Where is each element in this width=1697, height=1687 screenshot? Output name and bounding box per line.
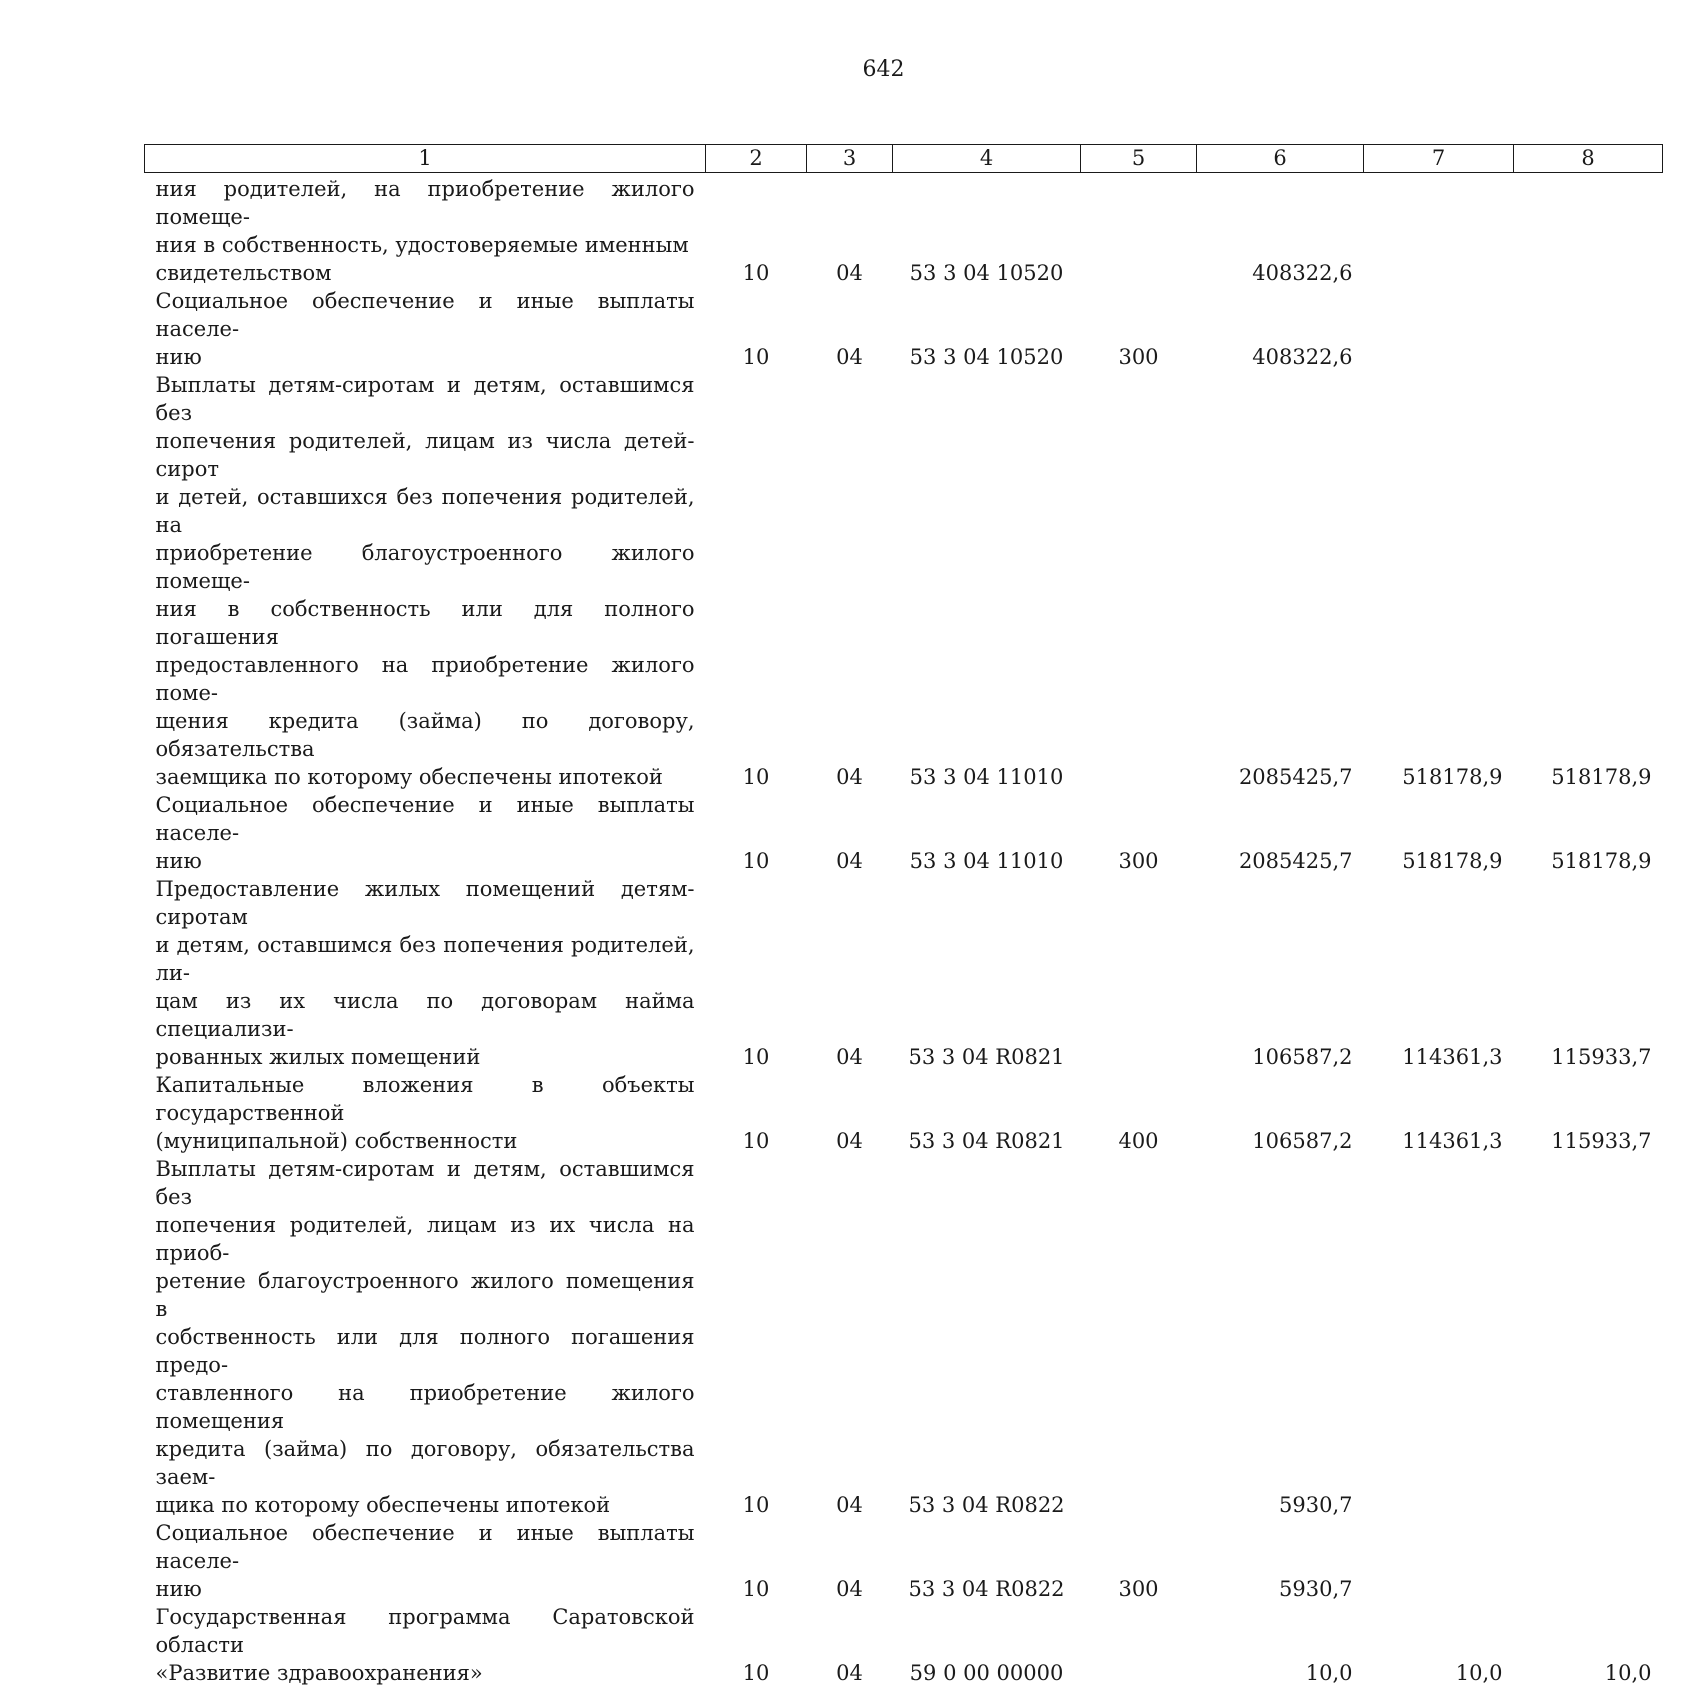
row-amount-col8: 10,0 bbox=[1514, 1603, 1663, 1687]
row-section: 10 bbox=[706, 875, 807, 1071]
row-expense-type: 400 bbox=[1081, 1071, 1197, 1155]
row-expense-type bbox=[1081, 371, 1197, 791]
row-target-article: 53 3 04 R0821 bbox=[893, 875, 1081, 1071]
table-row bbox=[145, 371, 1663, 791]
row-amount-col6: 2085425,7 bbox=[1197, 791, 1364, 875]
row-description: Социальное обеспечение и иные выплаты населе- нию bbox=[145, 791, 706, 875]
row-amount-col7: 10,0 bbox=[1364, 1603, 1514, 1687]
row-description: Выплаты детям-сиротам и детям, оставшимся без попечения родителей, лицам из числа детей-сирот и детей, оставшихся без попечения родителей, на приобретение благоустроенного жилого помеще- ния в собственность или для полного погашения предоставленного на приобретение жилого поме- щения кредита (займа) по договору, обязательства заемщика по которому обеспечены ипотекой bbox=[145, 371, 706, 791]
row-description: ния родителей, на приобретение жилого помеще- ния в собственность, удостоверяемые именным свидетельством bbox=[145, 173, 706, 288]
row-amount-col8: 115933,7 bbox=[1514, 1071, 1663, 1155]
row-expense-type bbox=[1081, 1155, 1197, 1519]
row-amount-col8 bbox=[1514, 1519, 1663, 1603]
row-subsection: 04 bbox=[807, 371, 893, 791]
row-section: 10 bbox=[706, 1155, 807, 1519]
row-expense-type bbox=[1081, 173, 1197, 288]
table-header bbox=[145, 145, 1663, 173]
row-section: 10 bbox=[706, 1071, 807, 1155]
row-target-article: 53 3 04 R0822 bbox=[893, 1519, 1081, 1603]
row-section: 10 bbox=[706, 173, 807, 288]
row-amount-col7 bbox=[1364, 287, 1514, 371]
row-amount-col8 bbox=[1514, 287, 1663, 371]
row-section: 10 bbox=[706, 1519, 807, 1603]
row-amount-col6: 408322,6 bbox=[1197, 287, 1364, 371]
row-amount-col7 bbox=[1364, 1155, 1514, 1519]
row-target-article: 53 3 04 11010 bbox=[893, 791, 1081, 875]
table-row bbox=[145, 875, 1663, 1071]
row-target-article: 59 0 00 00000 bbox=[893, 1603, 1081, 1687]
row-target-article: 53 3 04 10520 bbox=[893, 287, 1081, 371]
header-col-5: 5 bbox=[1081, 145, 1197, 173]
row-subsection: 04 bbox=[807, 1519, 893, 1603]
header-row bbox=[145, 145, 1663, 173]
row-amount-col7 bbox=[1364, 1519, 1514, 1603]
row-section: 10 bbox=[706, 791, 807, 875]
row-amount-col7: 518178,9 bbox=[1364, 371, 1514, 791]
row-amount-col6: 408322,6 bbox=[1197, 173, 1364, 288]
header-col-1: 1 bbox=[145, 145, 706, 173]
header-col-7: 7 bbox=[1364, 145, 1514, 173]
table-row bbox=[145, 173, 1663, 288]
header-col-8: 8 bbox=[1514, 145, 1663, 173]
budget-table bbox=[144, 144, 1663, 1687]
row-amount-col7: 114361,3 bbox=[1364, 1071, 1514, 1155]
row-amount-col8: 518178,9 bbox=[1514, 371, 1663, 791]
row-amount-col8: 115933,7 bbox=[1514, 875, 1663, 1071]
row-expense-type: 300 bbox=[1081, 287, 1197, 371]
row-subsection: 04 bbox=[807, 173, 893, 288]
row-description: Социальное обеспечение и иные выплаты населе- нию bbox=[145, 1519, 706, 1603]
row-amount-col8 bbox=[1514, 173, 1663, 288]
row-target-article: 53 3 04 10520 bbox=[893, 173, 1081, 288]
row-section: 10 bbox=[706, 1603, 807, 1687]
header-col-3: 3 bbox=[807, 145, 893, 173]
row-description: Предоставление жилых помещений детям-сиротам и детям, оставшимся без попечения родителей, ли- цам из их числа по договорам найма специализи- рованных жилых помещений bbox=[145, 875, 706, 1071]
table-row bbox=[145, 1071, 1663, 1155]
row-description: Государственная программа Саратовской области «Развитие здравоохранения» bbox=[145, 1603, 706, 1687]
row-description: Социальное обеспечение и иные выплаты населе- нию bbox=[145, 287, 706, 371]
row-amount-col6: 106587,2 bbox=[1197, 875, 1364, 1071]
row-subsection: 04 bbox=[807, 791, 893, 875]
table-body bbox=[145, 173, 1663, 1687]
row-target-article: 53 3 04 R0822 bbox=[893, 1155, 1081, 1519]
row-amount-col8 bbox=[1514, 1155, 1663, 1519]
page-number: 642 bbox=[0, 56, 1697, 84]
row-description: Капитальные вложения в объекты государственной (муниципальной) собственности bbox=[145, 1071, 706, 1155]
header-col-4: 4 bbox=[893, 145, 1081, 173]
header-col-2: 2 bbox=[706, 145, 807, 173]
header-col-6: 6 bbox=[1197, 145, 1364, 173]
row-expense-type bbox=[1081, 1603, 1197, 1687]
row-amount-col7: 518178,9 bbox=[1364, 791, 1514, 875]
row-section: 10 bbox=[706, 371, 807, 791]
row-amount-col6: 5930,7 bbox=[1197, 1519, 1364, 1603]
table-row bbox=[145, 1519, 1663, 1603]
row-expense-type bbox=[1081, 875, 1197, 1071]
row-subsection: 04 bbox=[807, 1603, 893, 1687]
row-expense-type: 300 bbox=[1081, 791, 1197, 875]
row-amount-col8: 518178,9 bbox=[1514, 791, 1663, 875]
row-expense-type: 300 bbox=[1081, 1519, 1197, 1603]
table-row bbox=[145, 1603, 1663, 1687]
row-amount-col6: 106587,2 bbox=[1197, 1071, 1364, 1155]
row-subsection: 04 bbox=[807, 1071, 893, 1155]
row-amount-col6: 10,0 bbox=[1197, 1603, 1364, 1687]
row-subsection: 04 bbox=[807, 287, 893, 371]
row-target-article: 53 3 04 11010 bbox=[893, 371, 1081, 791]
row-target-article: 53 3 04 R0821 bbox=[893, 1071, 1081, 1155]
table-row bbox=[145, 287, 1663, 371]
row-amount-col6: 2085425,7 bbox=[1197, 371, 1364, 791]
row-description: Выплаты детям-сиротам и детям, оставшимся без попечения родителей, лицам из их числа на приоб- ретение благоустроенного жилого помещения в собственность или для полного погашения предо- ставленного на приобретение жилого помещения кредита (займа) по договору, обязательства заем- щика по которому обеспечены ипотекой bbox=[145, 1155, 706, 1519]
row-subsection: 04 bbox=[807, 1155, 893, 1519]
row-section: 10 bbox=[706, 287, 807, 371]
row-amount-col7 bbox=[1364, 173, 1514, 288]
table-row bbox=[145, 791, 1663, 875]
row-subsection: 04 bbox=[807, 875, 893, 1071]
table-row bbox=[145, 1155, 1663, 1519]
row-amount-col7: 114361,3 bbox=[1364, 875, 1514, 1071]
row-amount-col6: 5930,7 bbox=[1197, 1155, 1364, 1519]
